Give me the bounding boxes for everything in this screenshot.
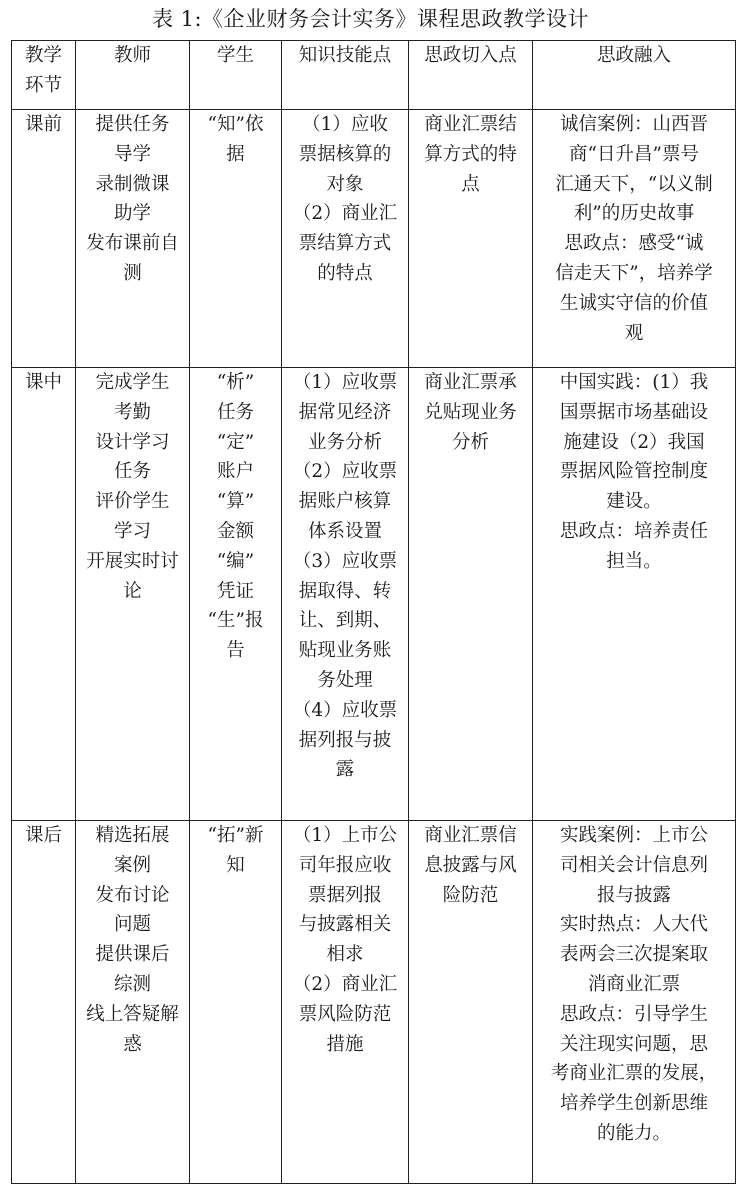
cell-line: 司年报应收	[298, 854, 392, 876]
cell-line: 观	[624, 322, 644, 344]
cell-line: 学习	[113, 520, 151, 542]
cell-line: 提供任务	[95, 114, 170, 135]
cell-line: 险防范	[442, 884, 499, 906]
cell-line: 票结算方式	[298, 233, 392, 255]
cell-line: 息披露与风	[424, 854, 517, 876]
cell-line: 司相关会计信息列	[559, 854, 708, 876]
cell-integration	[533, 110, 736, 368]
cell-line: （3）应收票	[292, 550, 398, 572]
header-cell-teacher	[76, 41, 190, 110]
cell-line: 据常见经济	[298, 401, 392, 423]
cell-student	[190, 821, 282, 1184]
cell-line: 国票据市场基础设	[559, 401, 708, 423]
cell-line: 票据列报	[307, 884, 382, 906]
cell-line: 思政点：感受“诚	[564, 233, 704, 255]
cell-line: 助学	[113, 203, 151, 225]
cell-line: （1）应收	[302, 114, 388, 135]
cell-line: 生诚实守信的价值	[559, 292, 708, 314]
cell-line: 评价学生	[95, 491, 170, 513]
cell-line: （2）商业汇	[292, 203, 398, 225]
course-design-table	[11, 40, 736, 1184]
cell-line: 考勤	[113, 401, 151, 423]
cell-line: 案例	[113, 854, 151, 876]
cell-line: 据取得、转	[298, 580, 392, 602]
cell-line: 思政融入	[596, 45, 671, 66]
cell-line: 问题	[113, 914, 151, 936]
cell-line: 算方式的特	[424, 143, 517, 165]
cell-line: 施建设（2）我国	[563, 431, 705, 453]
cell-line: “拓”新	[207, 825, 264, 846]
cell-line: （2）商业汇	[292, 973, 398, 995]
table-row	[12, 368, 736, 821]
cell-entry-point	[409, 821, 533, 1184]
cell-student	[190, 110, 282, 368]
cell-line: 课后	[24, 825, 62, 846]
cell-line: 思政点：引导学生	[559, 1003, 708, 1025]
cell-line: 表两会三次提案取	[559, 944, 708, 966]
cell-line: 建设。	[606, 491, 662, 513]
cell-line: 信走天下”，培养学	[555, 262, 713, 284]
cell-line: 思政切入点	[424, 45, 517, 66]
cell-line: 考商业汇票的发展，	[550, 1063, 718, 1085]
cell-line: 让、到期、	[298, 610, 392, 632]
cell-line: 发布课前自	[86, 233, 179, 255]
cell-line: 的特点	[317, 262, 373, 284]
cell-line: 教师	[113, 45, 151, 66]
cell-line: 分析	[451, 431, 489, 453]
cell-line: 点	[461, 173, 480, 195]
cell-line: 兑贴现业务	[424, 401, 517, 423]
header-cell-integration	[533, 41, 736, 110]
cell-line: 发布讨论	[95, 884, 170, 906]
cell-line: 据	[226, 143, 245, 165]
cell-line: 贴现业务账	[298, 640, 392, 662]
cell-line: 论	[123, 580, 142, 602]
cell-line: 精选拓展	[95, 825, 170, 846]
table-caption: 表 1:《企业财务会计实务》课程思政教学设计	[151, 7, 590, 31]
cell-line: 汇通天下，“以义制	[555, 173, 713, 195]
cell-line: 提供课后	[95, 944, 170, 966]
cell-line: 金额	[216, 520, 254, 542]
cell-line: 测	[123, 262, 142, 284]
cell-line: “析”	[216, 372, 255, 393]
cell-line: 知	[226, 854, 245, 876]
cell-student	[190, 368, 282, 821]
cell-line: 票据核算的	[298, 143, 392, 165]
cell-line: （4）应收票	[292, 699, 398, 721]
cell-stage	[12, 368, 76, 821]
cell-line: 露	[335, 759, 355, 781]
cell-knowledge	[282, 368, 409, 821]
header-cell-knowledge	[282, 41, 409, 110]
cell-line: 任务	[113, 461, 151, 483]
cell-line: 利”的历史故事	[573, 203, 695, 225]
cell-line: 环节	[24, 74, 62, 96]
cell-line: 商业汇票结	[424, 114, 517, 135]
cell-line: 导学	[113, 143, 151, 165]
cell-line: 线上答疑解	[86, 1003, 179, 1025]
cell-line: “知”依	[207, 114, 264, 135]
cell-line: 票风险防范	[298, 1003, 392, 1025]
cell-knowledge	[282, 110, 409, 368]
cell-line: （2）应收票	[292, 461, 398, 483]
cell-integration	[533, 821, 736, 1184]
cell-line: 商“日升昌”票号	[569, 143, 699, 165]
cell-line: 商业汇票承	[424, 372, 517, 393]
cell-line: 录制微课	[95, 173, 170, 195]
cell-integration	[533, 368, 736, 821]
cell-teacher	[76, 821, 190, 1184]
cell-line: “生”报	[207, 610, 264, 632]
table-row	[12, 110, 736, 368]
cell-line: “定”	[216, 431, 255, 453]
cell-line: 体系设置	[307, 520, 382, 542]
cell-knowledge	[282, 821, 409, 1184]
cell-line: “编”	[216, 550, 255, 572]
cell-line: 设计学习	[95, 431, 170, 453]
cell-line: 对象	[326, 173, 364, 195]
cell-line: 惑	[123, 1033, 142, 1055]
header-cell-stage	[12, 41, 76, 110]
cell-teacher	[76, 368, 190, 821]
header-cell-student	[190, 41, 282, 110]
cell-line: 业务分析	[307, 431, 382, 453]
header-row	[12, 41, 736, 110]
table-row	[12, 821, 736, 1184]
cell-line: 课前	[24, 114, 62, 135]
cell-line: 据账户核算	[298, 491, 392, 513]
cell-line: 培养学生创新思维	[559, 1093, 708, 1115]
cell-line: 凭证	[216, 580, 254, 602]
cell-line: （1）应收票	[292, 372, 398, 393]
cell-line: “算”	[216, 491, 255, 513]
cell-line: 完成学生	[95, 372, 170, 393]
cell-line: 实践案例：上市公	[559, 825, 708, 846]
cell-line: 措施	[326, 1033, 364, 1055]
cell-line: 报与披露	[596, 884, 671, 906]
cell-line: 务处理	[317, 669, 373, 691]
cell-line: 知识技能点	[298, 45, 392, 66]
cell-line: 实时热点：人大代	[559, 914, 708, 936]
cell-line: 告	[226, 640, 245, 662]
cell-line: 的能力。	[596, 1122, 671, 1144]
cell-line: 诚信案例：山西晋	[559, 114, 708, 135]
cell-stage	[12, 110, 76, 368]
cell-line: 与披露相关	[298, 914, 392, 936]
cell-line: 商业汇票信	[424, 825, 517, 846]
cell-entry-point	[409, 110, 533, 368]
cell-entry-point	[409, 368, 533, 821]
cell-line: 担当。	[606, 550, 662, 572]
cell-line: 消商业汇票	[587, 973, 681, 995]
cell-line: 任务	[216, 401, 254, 423]
header-cell-entry-point	[409, 41, 533, 110]
cell-line: 票据风险管控制度	[559, 461, 708, 483]
cell-line: 课中	[24, 372, 62, 393]
cell-line: 综测	[113, 973, 151, 995]
cell-line: 账户	[216, 461, 254, 483]
cell-stage	[12, 821, 76, 1184]
cell-line: 相求	[326, 944, 364, 966]
cell-line: 思政点：培养责任	[559, 520, 708, 542]
cell-line: 中国实践：(1）我	[559, 372, 709, 393]
cell-line: 开展实时讨	[86, 550, 179, 572]
cell-teacher	[76, 110, 190, 368]
cell-line: 关注现实问题，思	[559, 1033, 708, 1055]
cell-line: 据列报与披	[298, 729, 392, 751]
cell-line: 学生	[216, 45, 254, 66]
cell-line: 教学	[24, 45, 62, 66]
cell-line: （1）上市公	[292, 825, 398, 846]
